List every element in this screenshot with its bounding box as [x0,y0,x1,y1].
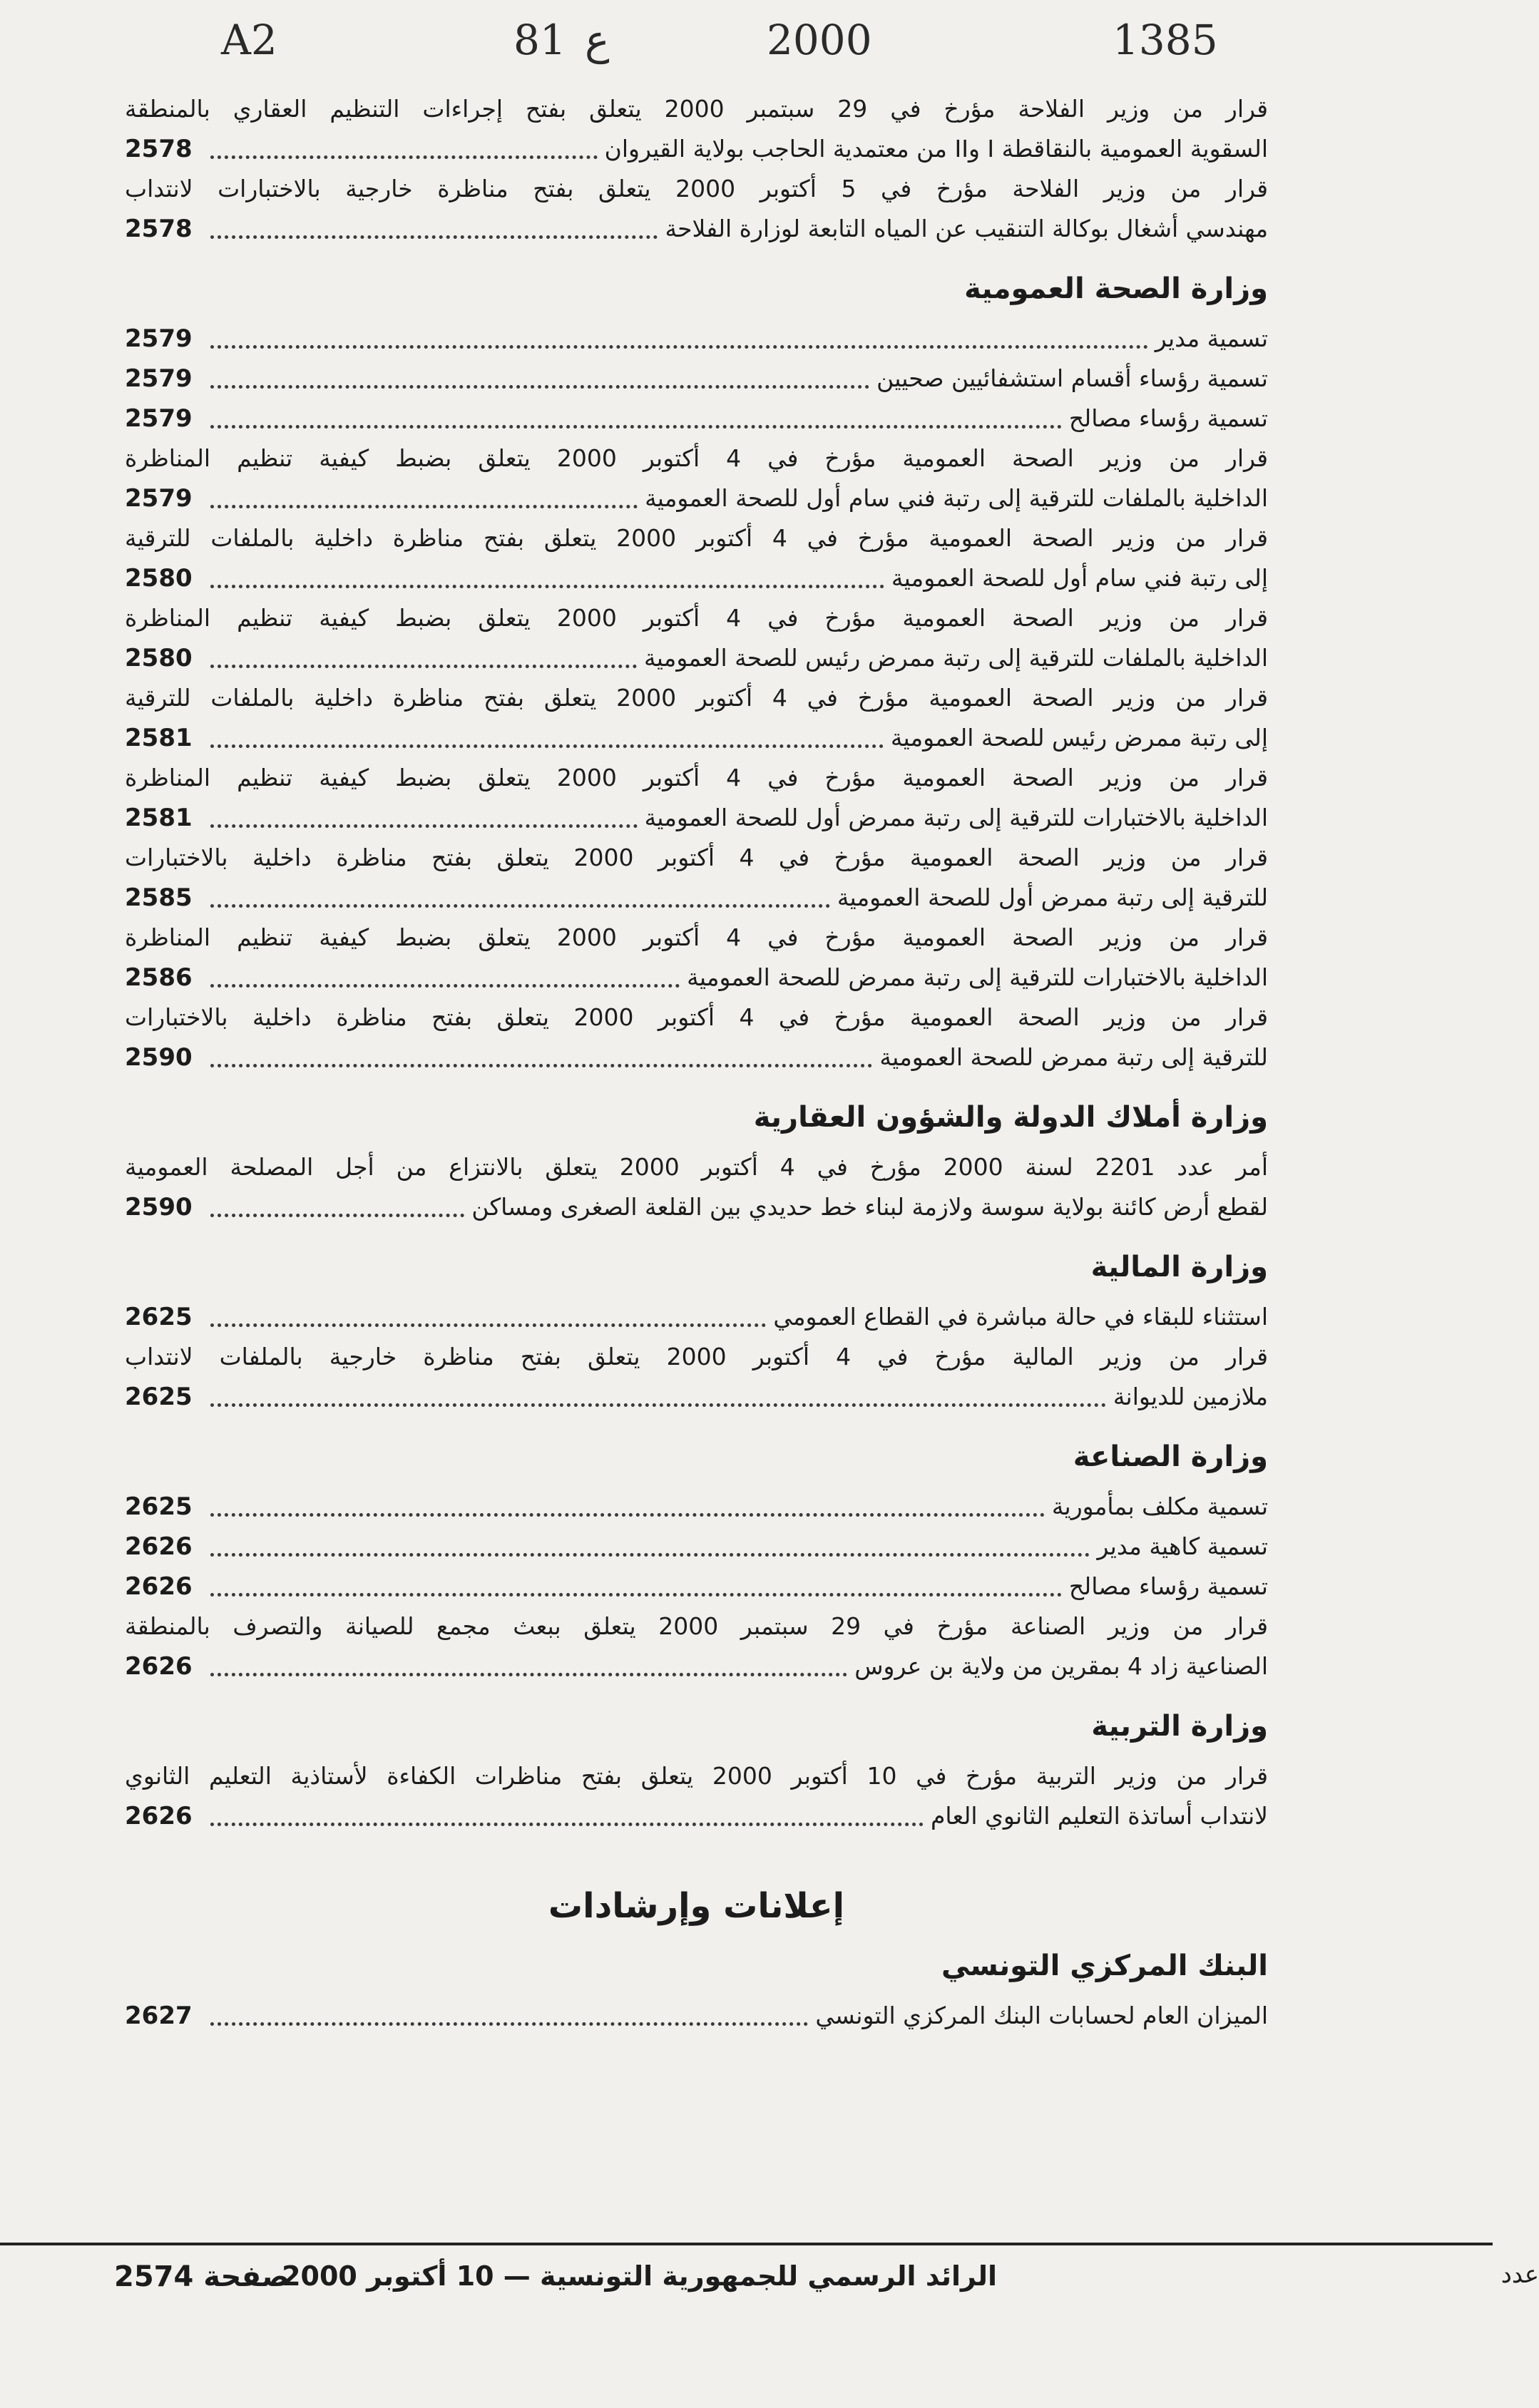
toc-entry-text: ملازمين للديوانة [1113,1383,1268,1410]
toc-entry-line [125,678,1268,718]
toc-entry-line [125,1567,1268,1607]
toc-page-number: 2590 [125,1193,193,1221]
toc-entry-text: تسمية مكلف بمأمورية [1051,1492,1268,1520]
dot-leader [210,1403,1106,1407]
toc-page-number: 2581 [125,724,193,752]
toc-entry-text: قرار من وزير الصحة العمومية مؤرخ في 4 أكتوبر 2000 يتعلق بضبط كيفية تنظيم المناظرة [125,604,1269,632]
table-of-contents [125,89,1268,2036]
handwritten-note: ع [585,16,610,64]
toc-page-number: 2585 [125,883,193,912]
toc-entry-text: قرار من وزير المالية مؤرخ في 4 أكتوبر 2000 يتعلق بفتح مناظرة خارجية بالملفات لانتداب [125,1343,1269,1370]
ministry-heading: وزارة أملاك الدولة والشؤون العقارية [753,1101,1268,1134]
toc-page-number: 2579 [125,324,193,353]
toc-entry-text: أمر عدد 2201 لسنة 2000 مؤرخ في 4 أكتوبر 2000 يتعلق بالانتزاع من أجل المصلحة العمومية [125,1153,1268,1181]
toc-entry-line [125,1756,1268,1796]
toc-page-number: 2580 [125,564,193,593]
handwritten-note: 2000 [767,16,872,64]
toc-entry-text: قرار من وزير الصحة العمومية مؤرخ في 4 أكتوبر 2000 يتعلق بضبط كيفية تنظيم المناظرة [125,444,1269,472]
toc-page-number: 2627 [125,2002,193,2030]
toc-entry-line [125,558,1268,598]
toc-entry-line [125,878,1268,918]
toc-page-number: 2625 [125,1383,193,1411]
toc-entry-text: مهندسي أشغال بوكالة التنقيب عن المياه التابعة لوزارة الفلاحة [665,215,1268,242]
dot-leader [210,345,1148,349]
toc-entry-line [125,209,1268,249]
toc-page-number: 2626 [125,1532,193,1561]
page-footer [0,2260,1539,2310]
toc-entry-text: لانتداب أساتذة التعليم الثانوي العام [930,1802,1268,1830]
ministry-heading: وزارة التربية [1091,1710,1268,1743]
toc-entry-line [125,758,1268,798]
toc-page-number: 2579 [125,484,193,513]
ministry-heading: وزارة الصحة العمومية [964,272,1268,305]
handwritten-note: 1385 [1113,16,1218,64]
toc-entry-text: الداخلية بالاختبارات للترقية إلى رتبة ممرض للصحة العمومية [687,963,1268,991]
toc-entry-line [125,169,1268,209]
dot-leader [210,1593,1062,1597]
dot-leader [210,1553,1090,1557]
dot-leader [210,1214,464,1217]
toc-entry-line [125,399,1268,439]
toc-entry-text: قرار من وزير الفلاحة مؤرخ في 5 أكتوبر 2000 يتعلق بفتح مناظرة خارجية بالاختبارات لانتداب [125,175,1268,203]
toc-page-number: 2626 [125,1802,193,1830]
toc-entry-text: قرار من وزير الصحة العمومية مؤرخ في 4 أكتوبر 2000 يتعلق بفتح مناظرة داخلية بالاختبارات [125,844,1268,871]
toc-entry-line [125,1297,1268,1337]
dot-leader [210,585,884,588]
toc-entry-line [125,1377,1268,1417]
toc-entry-line [125,638,1268,678]
toc-page-number: 2625 [125,1492,193,1521]
toc-entry-text: الداخلية بالاختبارات للترقية إلى رتبة ممرض أول للصحة العمومية [644,804,1268,831]
toc-page-number: 2625 [125,1303,193,1331]
dot-leader [210,385,869,389]
toc-entry-line [125,1607,1268,1646]
edition-label: عدد [1500,2260,1539,2289]
toc-entry-line [125,1337,1268,1377]
toc-entry-line [125,1487,1268,1527]
toc-entry-text: الصناعية زاد 4 بمقرين من ولاية بن عروس [854,1652,1268,1680]
toc-entry-text: تسمية رؤساء مصالح [1068,1572,1268,1600]
handwritten-note: 81 [513,16,566,64]
toc-page-number: 2578 [125,135,193,163]
toc-entry-text: الداخلية بالملفات للترقية إلى رتبة ممرض رئيس للصحة العمومية [644,644,1268,672]
toc-entry-line [125,439,1268,478]
toc-entry-text: تسمية مدير [1155,324,1268,352]
toc-entry-text: قرار من وزير الصحة العمومية مؤرخ في 4 أكتوبر 2000 يتعلق بفتح مناظرة داخلية بالملفات للترقية [125,524,1269,552]
dot-leader [210,744,884,748]
toc-entry-line [125,838,1268,878]
toc-page-number: 2579 [125,404,193,433]
toc-entry-line [125,798,1268,838]
toc-entry-text: للترقية إلى رتبة ممرض للصحة العمومية [879,1043,1268,1071]
journal-title: الرائد الرسمي للجمهورية التونسية — 10 أكتوبر 2000 [282,2260,997,2292]
ministry-heading: وزارة الصناعة [1073,1440,1268,1473]
toc-entry-text: قرار من وزير الصحة العمومية مؤرخ في 4 أكتوبر 2000 يتعلق بضبط كيفية تنظيم المناظرة [125,764,1269,791]
toc-entry-text: لقطع أرض كائنة بولاية سوسة ولازمة لبناء خط حديدي بين القلعة الصغرى ومساكن [471,1193,1268,1221]
toc-entry-line [125,958,1268,998]
dot-leader [210,505,638,508]
toc-entry-line [125,998,1268,1038]
dot-leader [210,1823,924,1826]
dot-leader [210,824,638,828]
dot-leader [210,235,658,239]
ministry-heading: وزارة المالية [1090,1251,1268,1284]
toc-page-number: 2590 [125,1043,193,1072]
handwritten-note: A2 [221,16,277,64]
toc-page-number: 2578 [125,215,193,243]
toc-entry-line [125,129,1268,169]
dot-leader [210,1064,872,1067]
toc-entry-text: الميزان العام لحسابات البنك المركزي التونسي [815,2002,1268,2029]
dot-leader [210,425,1062,429]
toc-entry-line [125,598,1268,638]
toc-entry-text: قرار من وزير الصناعة مؤرخ في 29 سبتمبر 2000 يتعلق ببعث مجمع للصيانة والتصرف بالمنطقة [125,1612,1268,1640]
toc-entry-line [125,718,1268,758]
toc-entry-line [125,518,1268,558]
toc-entry-text: قرار من وزير الفلاحة مؤرخ في 29 سبتمبر 2000 يتعلق بفتح إجراءات التنظيم العقاري بالمنطقة [125,95,1269,123]
dot-leader [210,984,680,988]
toc-entry-line [125,319,1268,359]
toc-entry-text: تسمية كاهية مدير [1097,1532,1268,1560]
dot-leader [210,904,830,908]
toc-page-number: 2579 [125,364,193,393]
toc-entry-line [125,478,1268,518]
dot-leader [210,1513,1045,1517]
footer-divider [0,2243,1493,2245]
toc-entry-line [125,1038,1268,1077]
toc-entry-text: للترقية إلى رتبة ممرض أول للصحة العمومية [837,883,1268,911]
toc-entry-text: استثناء للبقاء في حالة مباشرة في القطاع العمومي [773,1303,1268,1331]
toc-page-number: 2586 [125,963,193,992]
toc-entry-text: إلى رتبة فني سام أول للصحة العمومية [891,564,1268,592]
dot-leader [210,1323,766,1327]
dot-leader [210,1673,847,1676]
toc-entry-line [125,918,1268,958]
toc-entry-line [125,1646,1268,1686]
toc-entry-text: السقوية العمومية بالنقاقطة I وII من معتمدية الحاجب بولاية القيروان [604,135,1268,163]
toc-entry-line [125,1147,1268,1187]
toc-entry-text: قرار من وزير الصحة العمومية مؤرخ في 4 أكتوبر 2000 يتعلق بفتح مناظرة داخلية بالاختبارات [125,1003,1268,1031]
dot-leader [210,2022,808,2026]
toc-entry-text: تسمية رؤساء مصالح [1068,404,1268,432]
toc-page-number: 2581 [125,804,193,832]
toc-entry-text: قرار من وزير الصحة العمومية مؤرخ في 4 أكتوبر 2000 يتعلق بفتح مناظرة داخلية بالملفات للترقية [125,684,1269,712]
toc-entry-line [125,1527,1268,1567]
dot-leader [210,155,598,159]
toc-page-number: 2626 [125,1652,193,1681]
toc-page-number: 2580 [125,644,193,672]
toc-page-number: 2626 [125,1572,193,1601]
announcements-title: إعلانات وإرشادات [548,1886,845,1926]
toc-entry-line [125,359,1268,399]
toc-entry-text: قرار من وزير الصحة العمومية مؤرخ في 4 أكتوبر 2000 يتعلق بضبط كيفية تنظيم المناظرة [125,923,1269,951]
toc-entry-text: إلى رتبة ممرض رئيس للصحة العمومية [890,724,1268,752]
toc-entry-line [125,1796,1268,1836]
toc-entry-line [125,89,1268,129]
toc-entry-text: تسمية رؤساء أقسام استشفائيين صحيين [876,364,1268,392]
ministry-heading: البنك المركزي التونسي [941,1950,1268,1982]
toc-entry-text: الداخلية بالملفات للترقية إلى رتبة فني سام أول للصحة العمومية [645,484,1268,512]
toc-entry-line [125,1996,1268,2036]
toc-entry-text: قرار من وزير التربية مؤرخ في 10 أكتوبر 2000 يتعلق بفتح مناظرات الكفاءة لأستاذية التعليم الثانوي [125,1762,1268,1790]
dot-leader [210,665,637,668]
toc-entry-line [125,1187,1268,1227]
page-number: صفحة 2574 [114,2260,290,2293]
